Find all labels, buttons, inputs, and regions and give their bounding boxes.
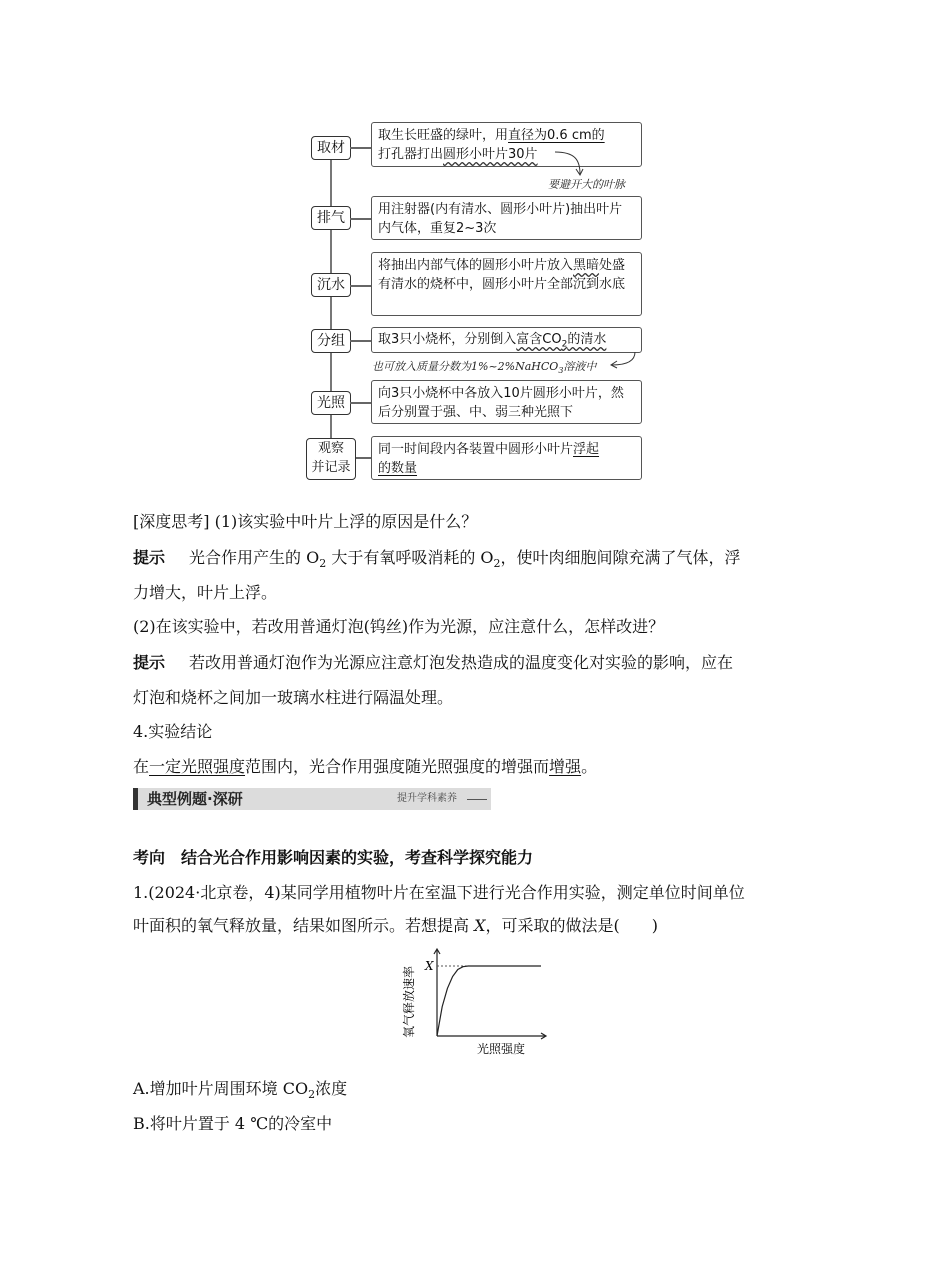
think-question-2: (2)在该实验中，若改用普通灯泡(钨丝)作为光源，应注意什么，怎样改进？ [133,617,665,636]
answer-text: ，使叶肉细胞间隙充满了气体，浮 [500,548,741,567]
section-banner [133,788,491,810]
think-answer-1-line1 [133,548,817,574]
step-connector [350,285,371,287]
hint-label: 提示 [133,548,166,567]
step-text: 将抽出内部气体的圆形小叶片放入 [378,258,574,273]
step-connector [350,340,371,342]
step-label-observe [306,438,356,480]
answer-text: 大于有氧呼吸消耗的 O [326,548,494,567]
question-stem-line2 [133,916,817,936]
note-nahco3 [372,358,596,375]
step-connector [356,457,371,459]
stem-variable: X [474,916,486,935]
experiment-flowchart [300,118,660,486]
step-text: 处盛有清水的烧杯中，圆形小叶片全部沉到水底 [378,258,626,292]
answer-subscript: 2 [319,557,327,571]
step-text: 同一时间段内各装置中圆形小叶片 [378,442,574,457]
step-connector [350,218,371,220]
step-label-sampling: 取材 [311,136,351,160]
step-label-line: 并记录 [311,460,351,475]
x-axis-label: 光照强度 [477,1042,526,1056]
answer-text: 若改用普通灯泡作为光源应注意灯泡发热造成的温度变化对实验的影响，应在 [189,653,734,672]
step-box-degassing: 用注射器(内有清水、圆形小叶片)抽出叶片内气体，重复2~3次 [371,196,642,240]
option-text: A.增加叶片周围环境 CO [133,1079,309,1098]
banner-title: 典型例题·深研 [147,790,243,808]
conclusion-part: 在 [133,757,150,776]
series-curve [437,966,541,1036]
think-question-1 [133,512,817,532]
question-stem-line1: 1.(2024·北京卷，4)某同学用植物叶片在室温下进行光合作用实验，测定单位时间单位 [133,883,745,902]
note-text: 溶液中 [563,360,597,373]
y-axis-label: 氧气释放速率 [402,965,416,1038]
conclusion-underlined: 增强 [549,757,582,776]
answer-text: 光合作用产生的 O [189,548,320,567]
note-text: 也可放入质量分数为1%~2%NaHCO [372,360,559,373]
stem-text: ，可采取的做法是( ) [485,916,658,935]
banner-subtitle: 提升学科素养 [397,793,457,804]
oxygen-release-chart [395,946,555,1058]
think-q1-text: (1)该实验中叶片上浮的原因是什么？ [209,512,478,531]
option-subscript: 2 [308,1088,316,1102]
think-answer-2-line1 [133,653,817,673]
banner-bar [133,788,138,810]
step-label-lighting: 光照 [311,391,351,415]
answer-subscript: 2 [493,557,501,571]
conclusion-underlined: 一定光照强度 [149,757,246,776]
step-text-underlined: 直径为0.6 cm的 [508,128,605,143]
question-direction: 考向 结合光合作用影响因素的实验，考查科学探究能力 [133,848,534,867]
note-avoid-veins: 要避开大的叶脉 [548,178,625,191]
step-box-observe [371,436,642,480]
step-text: 打孔器打出 [378,147,444,162]
step-text-wavy: 的清水 [567,332,607,347]
step-text: 取生长旺盛的绿叶，用 [378,128,509,143]
step-text-wavy: 富含CO [516,332,562,347]
conclusion-part: 范围内，光合作用强度随光照强度的增强而 [245,757,550,776]
step-label-grouping: 分组 [311,329,351,353]
note-subscript: 3 [558,366,564,376]
step-label-line: 观察 [317,441,344,456]
step-text-underlined: 的数量 [378,461,418,476]
step-label-degassing: 排气 [311,206,351,230]
conclusion-heading: 4.实验结论 [133,722,213,741]
think-answer-1-line2: 力增大，叶片上浮。 [133,583,278,602]
step-box-lighting: 向3只小烧杯中各放入10片圆形小叶片，然后分别置于强、中、弱三种光照下 [371,380,642,424]
think-answer-2-line2: 灯泡和烧杯之间加一玻璃水柱进行隔温处理。 [133,688,454,707]
step-connector [350,147,371,149]
step-text: 取3只小烧杯，分别倒入 [378,332,517,347]
conclusion-text [133,757,817,777]
step-text-underlined: 浮起 [573,442,600,457]
think-tag: [深度思考] [133,512,210,531]
conclusion-part: 。 [581,757,598,776]
step-label-sinking: 沉水 [311,273,351,297]
option-text: 浓度 [315,1079,348,1098]
step-text-wavy: 黑暗 [573,258,600,273]
step-text-wavy: 圆形小叶片30片 [443,147,538,162]
option-a [133,1079,817,1105]
note-arrow [600,350,640,370]
banner-subtitle-line [467,799,487,800]
step-box-sinking [371,252,642,316]
step-box-sampling [371,122,642,167]
step-text-subscript: 2 [561,339,568,350]
plateau-label: X [425,959,434,973]
step-connector [350,402,371,404]
option-b: B.将叶片置于 4 ℃的冷室中 [133,1114,333,1133]
note-arrow [550,148,590,178]
stem-text: 叶面积的氧气释放量，结果如图所示。若想提高 [133,916,475,935]
hint-label: 提示 [133,653,166,672]
